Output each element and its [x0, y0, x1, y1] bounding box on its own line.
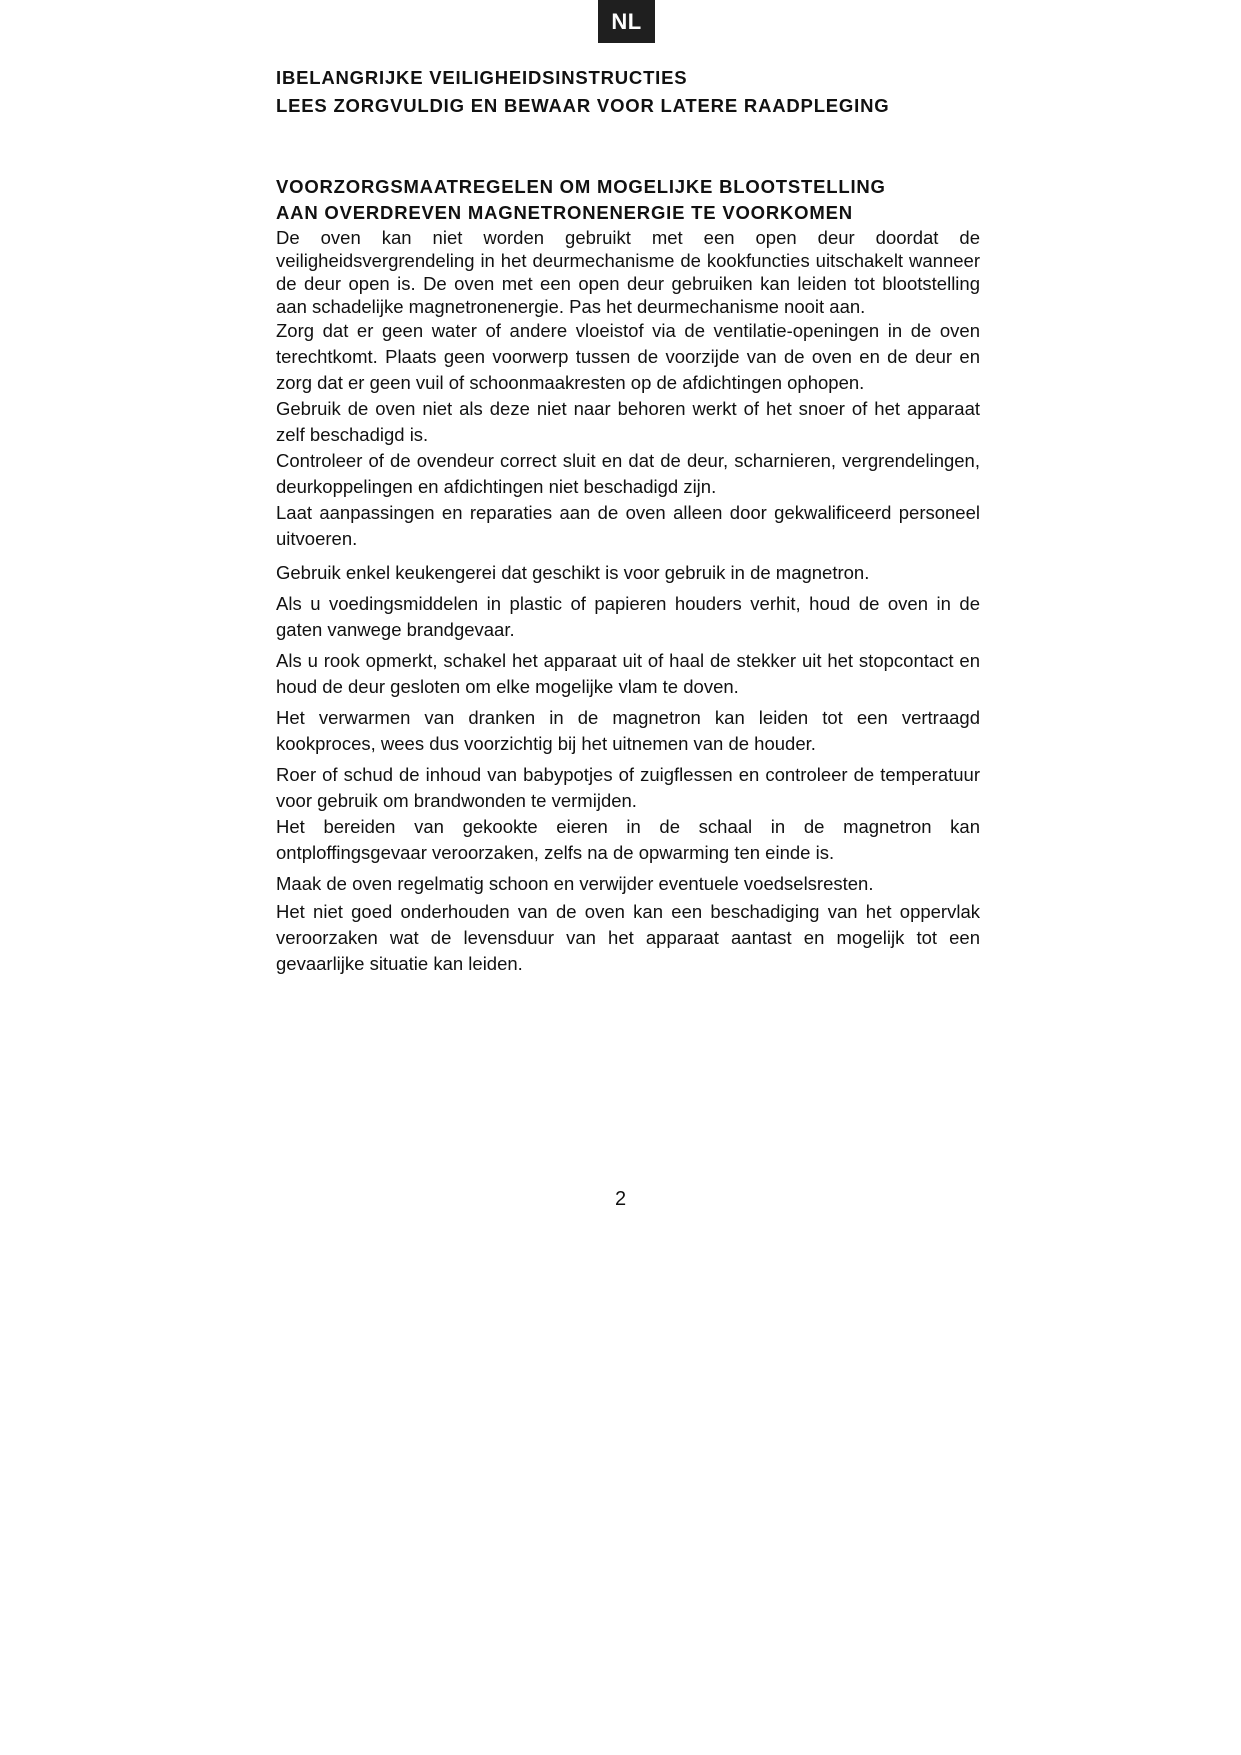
section-heading — [276, 174, 980, 226]
document-body — [276, 64, 980, 977]
language-badge: NL — [598, 0, 655, 43]
paragraph-smoke: Als u rook opmerkt, schakel het apparaat uit of haal de stekker uit het stopcontact en houd de deur gesloten om elke mogelijke vlam te doven. — [276, 650, 980, 697]
paragraph-cleaning: Maak de oven regelmatig schoon en verwijder eventuele voedselsresten. — [276, 873, 874, 894]
paragraph-maintenance: Het niet goed onderhouden van de oven kan een beschadiging van het oppervlak veroorzaken wat de levensduur van het apparaat aantast en mogelijk tot een gevaarlijke situatie kan leiden. — [276, 901, 980, 974]
title-line-2: LEES ZORGVULDIG EN BEWAAR VOOR LATERE RAADPLEGING — [276, 95, 890, 116]
paragraph-eggs: Het bereiden van gekookte eieren in de schaal in de magnetron kan ontploffingsgevaar veroorzaken, zelfs na de opwarming ten einde is. — [276, 816, 980, 863]
document-title — [276, 64, 980, 120]
page-number: 2 — [614, 1188, 627, 1210]
paragraph-baby-food: Roer of schud de inhoud van babypotjes of zuigflessen en controleer de temperatuur voor gebruik om brandwonden te vermijden. — [276, 764, 980, 811]
section-heading-line-1: VOORZORGSMAATREGELEN OM MOGELIJKE BLOOTSTELLING — [276, 176, 886, 197]
paragraph-damaged-oven: Gebruik de oven niet als deze niet naar behoren werkt of het snoer of het apparaat zelf beschadigd is. — [276, 398, 980, 445]
paragraph-beverages: Het verwarmen van dranken in de magnetron kan leiden tot een vertraagd kookproces, wees dus voorzichtig bij het uitnemen van de houder. — [276, 707, 980, 754]
paragraph-fire-hazard: Als u voedingsmiddelen in plastic of papieren houders verhit, houd de oven in de gaten vanwege brandgevaar. — [276, 593, 980, 640]
paragraph-ventilation: Zorg dat er geen water of andere vloeistof via de ventilatie-openingen in de oven terechtkomt. Plaats geen voorwerp tussen de voorzijde van de oven en de deur en zorg dat er geen vuil of schoonmaakresten op de afdichtingen ophopen. — [276, 320, 980, 393]
section-heading-line-2: AAN OVERDREVEN MAGNETRONENERGIE TE VOORKOMEN — [276, 202, 853, 223]
paragraph-door-safety: De oven kan niet worden gebruikt met een open deur doordat de veiligheidsvergrendeling in het deurmechanisme de kookfuncties uitschakelt wanneer de deur open is. De oven met een open deur gebruiken kan leiden tot blootstelling aan schadelijke magnetronenergie. Pas het deurmechanisme nooit aan. — [276, 227, 980, 317]
title-line-1: IBELANGRIJKE VEILIGHEIDSINSTRUCTIES — [276, 67, 688, 88]
paragraph-repairs: Laat aanpassingen en reparaties aan de oven alleen door gekwalificeerd personeel uitvoeren. — [276, 502, 980, 549]
paragraph-door-check: Controleer of de ovendeur correct sluit en dat de deur, scharnieren, vergrendelingen, deurkoppelingen en afdichtingen niet beschadigd zijn. — [276, 450, 980, 497]
paragraph-cookware: Gebruik enkel keukengerei dat geschikt is voor gebruik in de magnetron. — [276, 562, 870, 583]
